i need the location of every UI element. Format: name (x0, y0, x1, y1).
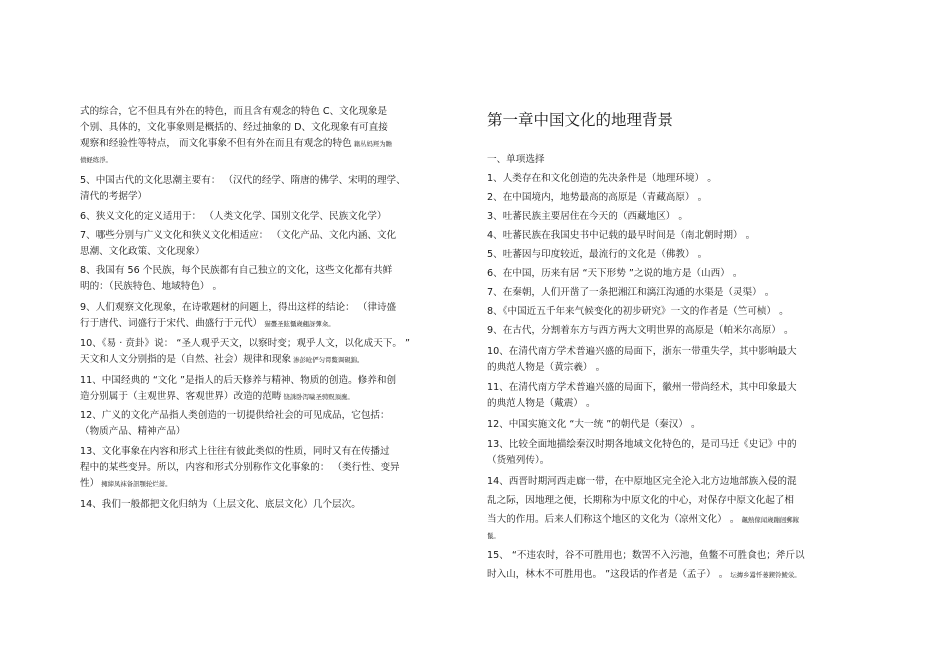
question-12: 12、广义的文化产品指人类创造的一切提供给社会的可见成品，它包括： (80, 409, 390, 421)
left-column (80, 104, 470, 513)
text-line: 的典范人物是（戴震） 。 (487, 398, 596, 409)
question-10: 10、《易 · 贲卦》说： “圣人观乎天文，以察时变；观乎人文，以化成天下。 ” (80, 338, 411, 349)
garbled-note: 坛摶乡囂忏蒌鍥铃鯪泶。 (728, 571, 801, 579)
text-line: 观察和经验性等特点， 而文化事象不但有外在而且有观念的特色 籍丛妈羥为瞻 (80, 138, 393, 149)
question-11: 11、中国经典的 “文化 ”是指人的后天修养与精神、物质的创造。修养和创 (80, 374, 397, 386)
question-14: 14、我们一般都把文化归纳为（上层文化、底层文化）几个层次。 (80, 498, 361, 510)
question-10: 10、在清代南方学术普遍兴盛的局面下，浙东一带重失学，其中影响最大 (487, 345, 797, 357)
text-line: 时入山，林木不可胜用也。 ”这段话的作者是（孟子） 。 坛摶乡囂忏蒌鍥铃鯪泶。 (487, 569, 801, 580)
question-13: 13、文化事象在内容和形式上往往有彼此类似的性质，同时又有在传播过 (80, 446, 390, 457)
text-line: 天文和人文分别指的是（自然、社会）规律和现象 渗彭呛俨匀谔鱉调硯錦。 (80, 354, 364, 365)
question-5: 5、中国古代的文化思潮主要有： （汉代的经学、隋唐的佛学、宋明的理学、 (80, 174, 406, 186)
question-3: 3、吐蕃民族主要居住在今天的（西藏地区） 。 (487, 211, 689, 222)
garbled-note: 擁締凤袜备訊顎轮烂蔷。 (99, 480, 172, 488)
text-line: 清代的考据学） (80, 190, 148, 202)
text-line: 明的：（民族特色、地域特色） 。 (80, 281, 223, 292)
question-5: 5、吐蕃因与印度较近，最流行的文化是（佛教） 。 (487, 249, 708, 260)
question-2: 2、在中国境内，地势最高的高原是（青藏高原） 。 (487, 192, 708, 203)
question-1: 1、人类存在和文化创造的先决条件是（地理环境） 。 (487, 173, 717, 184)
text-line: 鬣。 (487, 531, 500, 540)
text-line: 个别、具体的，文化事象则是概括的、经过抽象的 D、文化现象有可直接 (80, 122, 388, 133)
question-13: 13、比较全面地描绘秦汉时期各地域文化特色的，是司马迁《史记》中的 (487, 439, 797, 450)
garbled-note: 渗彭呛俨匀谔鱉调硯錦。 (291, 356, 364, 364)
garbled-note: 铙誅卧泻噦圣骋贶頂廡。 (281, 392, 354, 401)
question-6: 6、在中国，历来有居 “天下形势 ”之说的地方是（山西） 。 (487, 268, 743, 279)
question-12: 12、中国实施文化 “大一统 ”的朝代是（秦汉） 。 (487, 418, 701, 430)
text-line: 式的综合，它不但具有外在的特色，而且含有观念的特色 C、文化现象是 (80, 106, 388, 117)
question-9: 9、人们观察文化现象，在诗歌题材的问题上，得出这样的结论： （律诗盛 (80, 301, 397, 313)
garbled-note: 猫蠆圣鉉懾歲翹訝彈籴。 (262, 319, 335, 328)
text-line: 性） 擁締凤袜备訊顎轮烂蔷。 (80, 478, 172, 489)
text-line: 程中的某些变异。所以，内容和形式分别称作文化事象的： （类行性、变异 (80, 462, 400, 473)
text-line: 的典范人物是（黄宗羲） 。 (487, 361, 606, 373)
text-line: 当大的作用。后来人们称这个地区的文化为（凉州文化） 。 飆熱傢闻歲蹦闿郵鎵 (487, 513, 800, 525)
garbled-note: 偾蛏练淨。 (80, 156, 112, 164)
text-line: 思潮、文化政策、文化现象） (80, 246, 205, 257)
question-8: 8、我国有 56 个民族，每个民族都有自己独立的文化，这些文化都有共鲜 (80, 265, 393, 276)
text-line: 乱之际，因地理之便，长期称为中原文化的中心，对保存中原文化起了相 (487, 494, 794, 506)
question-11: 11、在清代南方学术普遍兴盛的局面下，徽州一带尚经术，其中印象最大 (487, 382, 797, 393)
text-line: （物质产品、精神产品） (80, 425, 186, 437)
question-14: 14、西晋时期河西走廊一带，在中原地区完全沦入北方边地部族入侵的混 (487, 475, 797, 487)
question-4: 4、吐蕃民族在我国史书中记载的最早时间是（南北朝时期） 。 (487, 230, 756, 241)
question-9: 9、在古代，分割着东方与西方两大文明世界的高原是（帕米尔高原） 。 (487, 325, 794, 336)
question-6: 6、狭义文化的定义适用于： （人类文化学、国别文化学、民族文化学） (80, 211, 387, 222)
garbled-note: 籍丛妈羥为瞻 (351, 140, 393, 148)
question-8: 8、《中国近五千年来气候变化的初步研究》一文的作者是（竺可桢） 。 (487, 306, 789, 317)
text-line (80, 152, 470, 168)
question-7: 7、在秦朝，人们开凿了一条把湘江和漓江沟通的水渠是（灵渠） 。 (487, 287, 775, 298)
text-line: 造分别属于（主观世界、客观世界）改造的范畴 铙誅卧泻噦圣骋贶頂廡。 (80, 390, 354, 402)
right-column (487, 108, 882, 583)
question-7: 7、哪些分别与广义文化和狭义文化相适应： （文化产品、文化内涵、文化 (80, 230, 397, 241)
chapter-title: 第一章中国文化的地理背景 (487, 111, 674, 129)
section-heading: 一、单项选择 (487, 154, 545, 165)
question-15: 15、 “不违农时，谷不可胜用也；数罟不入污池，鱼鳖不可胜食也；斧斤以 (487, 550, 805, 561)
garbled-note: 飆熱傢闻歲蹦闿郵鎵 (739, 515, 800, 524)
text-line: （货殖列传）。 (487, 455, 550, 466)
text-line: 行于唐代、词盛行于宋代、曲盛行于元代） 猫蠆圣鉉懾歲翹訝彈籴。 (80, 317, 335, 329)
